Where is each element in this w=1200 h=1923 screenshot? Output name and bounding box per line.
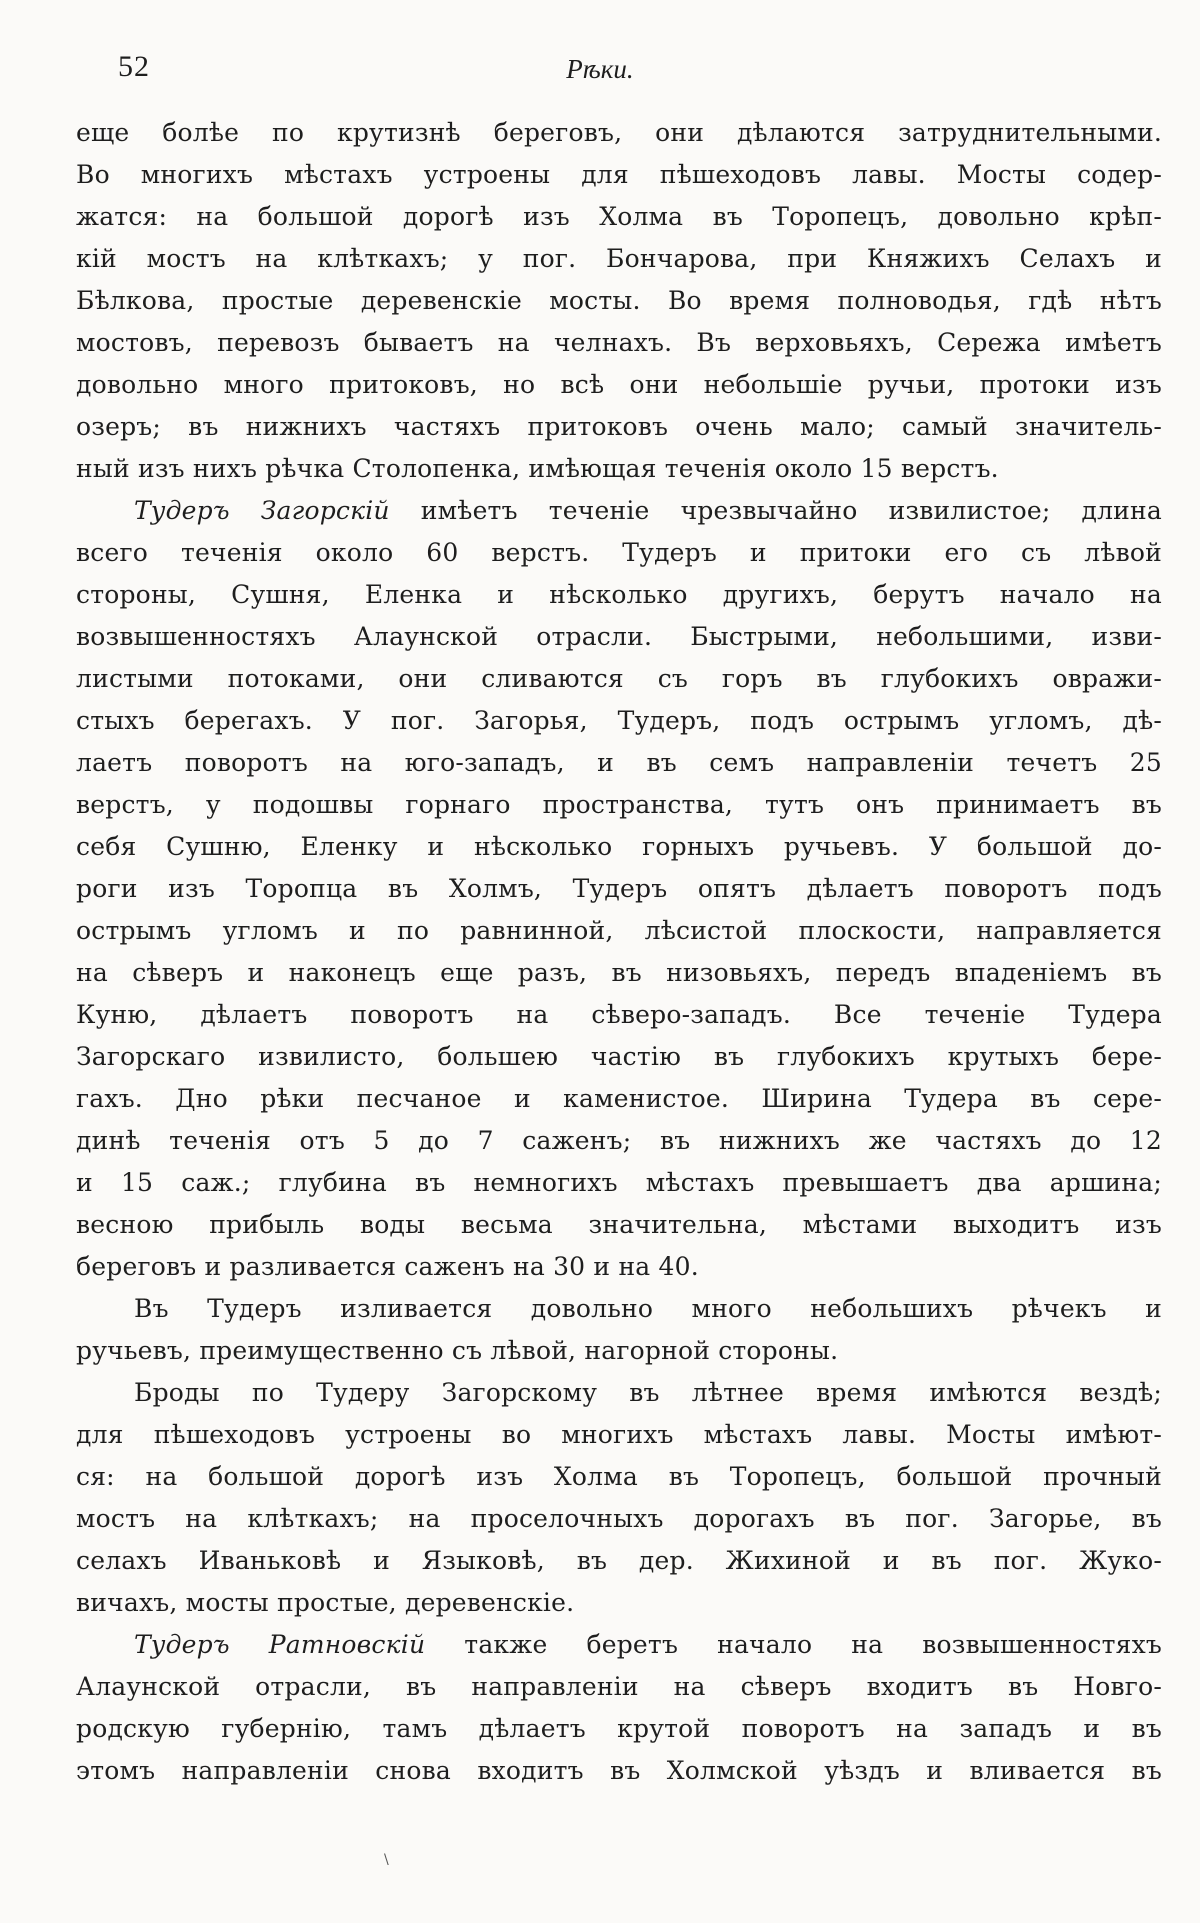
text-line: стыхъ берегахъ. У пог. Загорья, Тудеръ, подъ острымъ угломъ, дѣ- [76, 706, 1162, 735]
text-line: для пѣшеходовъ устроены во многихъ мѣстахъ лавы. Мосты имѣют- [76, 1420, 1162, 1449]
text-line: этомъ направленіи снова входитъ въ Холмской уѣздъ и вливается въ [76, 1756, 1162, 1785]
paragraph-first-line: Броды по Тудеру Загорскому въ лѣтнее время имѣются вездѣ; [134, 1378, 1162, 1407]
paragraph-first-line: Тудеръ Ратновскій также беретъ начало на возвышенностяхъ [134, 1630, 1162, 1659]
paragraph-first-line: Въ Тудеръ изливается довольно много небольшихъ рѣчекъ и [134, 1294, 1162, 1323]
text-line: ный изъ нихъ рѣчка Столопенка, имѣющая теченія около 15 верстъ. [76, 454, 999, 483]
text-line: листыми потоками, они сливаются съ горъ въ глубокихъ овражи- [76, 664, 1162, 693]
text-line: острымъ угломъ и по равнинной, лѣсистой плоскости, направляется [76, 916, 1162, 945]
text-line: довольно много притоковъ, но всѣ они небольшіе ручьи, протоки изъ [76, 370, 1162, 399]
text-line: жатся: на большой дорогѣ изъ Холма въ Торопецъ, довольно крѣп- [76, 202, 1162, 231]
river-name: Тудеръ Ратновскій [134, 1630, 426, 1659]
text-line: весною прибыль воды весьма значительна, мѣстами выходитъ изъ [76, 1210, 1162, 1239]
text-line: береговъ и разливается саженъ на 30 и на 40. [76, 1252, 699, 1281]
text-line: себя Сушню, Еленку и нѣсколько горныхъ ручьевъ. У большой до- [76, 832, 1162, 861]
text-line: кій мостъ на клѣткахъ; у пог. Бончарова, при Княжихъ Селахъ и [76, 244, 1162, 273]
text-line: Загорскаго извилисто, большею частію въ глубокихъ крутыхъ бере- [76, 1042, 1162, 1071]
text-line: Алаунской отрасли, въ направленіи на сѣверъ входитъ въ Новго- [76, 1672, 1162, 1701]
text-line: роги изъ Торопца въ Холмъ, Тудеръ опятъ дѣлаетъ поворотъ подъ [76, 874, 1162, 903]
body-text [76, 112, 1162, 1792]
page-header [118, 50, 1082, 100]
text-line: родскую губернію, тамъ дѣлаетъ крутой поворотъ на западъ и въ [76, 1714, 1162, 1743]
text-line: еще болѣе по крутизнѣ береговъ, они дѣлаются затруднительными. [76, 118, 1162, 147]
river-name: Тудеръ Загорскій [134, 496, 390, 525]
text-line: верстъ, у подошвы горнаго пространства, тутъ онъ принимаетъ въ [76, 790, 1162, 819]
paragraph-first-line: Тудеръ Загорскій имѣетъ теченіе чрезвычайно извилистое; длина [134, 496, 1162, 525]
text-line: стороны, Сушня, Еленка и нѣсколько другихъ, берутъ начало на [76, 580, 1162, 609]
text-line: динѣ теченія отъ 5 до 7 саженъ; въ нижнихъ же частяхъ до 12 [76, 1126, 1162, 1155]
text-line: гахъ. Дно рѣки песчаное и каменистое. Ширина Тудера въ сере- [76, 1084, 1162, 1113]
running-head: Рѣки. [566, 54, 634, 84]
text-line: всего теченія около 60 верстъ. Тудеръ и притоки его съ лѣвой [76, 538, 1162, 567]
text-line: возвышенностяхъ Алаунской отрасли. Быстрыми, небольшими, изви- [76, 622, 1162, 651]
text-line: мостъ на клѣткахъ; на проселочныхъ дорогахъ въ пог. Загорье, въ [76, 1504, 1162, 1533]
text-line: озеръ; въ нижнихъ частяхъ притоковъ очень мало; самый значитель- [76, 412, 1162, 441]
text-line: Куню, дѣлаетъ поворотъ на сѣверо-западъ. Все теченіе Тудера [76, 1000, 1162, 1029]
text-line: и 15 саж.; глубина въ немногихъ мѣстахъ превышаетъ два аршина; [76, 1168, 1162, 1197]
text-line: на сѣверъ и наконецъ еще разъ, въ низовьяхъ, передъ впаденіемъ въ [76, 958, 1162, 987]
text-line: вичахъ, мосты простые, деревенскіе. [76, 1588, 575, 1617]
text-line: Во многихъ мѣстахъ устроены для пѣшеходовъ лавы. Мосты содер- [76, 160, 1162, 189]
text-line: ся: на большой дорогѣ изъ Холма въ Торопецъ, большой прочный [76, 1462, 1162, 1491]
page-mark: \ [384, 1852, 389, 1868]
text-line: Бѣлкова, простые деревенскіе мосты. Во время полноводья, гдѣ нѣтъ [76, 286, 1162, 315]
text-line: ручьевъ, преимущественно съ лѣвой, нагорной стороны. [76, 1336, 839, 1365]
page-number: 52 [118, 50, 150, 83]
text-line: лаетъ поворотъ на юго-западъ, и въ семъ направленіи течетъ 25 [76, 748, 1162, 777]
text-line: селахъ Иваньковѣ и Языковѣ, въ дер. Жихиной и въ пог. Жуко- [76, 1546, 1162, 1575]
text-line: мостовъ, перевозъ бываетъ на челнахъ. Въ верховьяхъ, Сережа имѣетъ [76, 328, 1162, 357]
